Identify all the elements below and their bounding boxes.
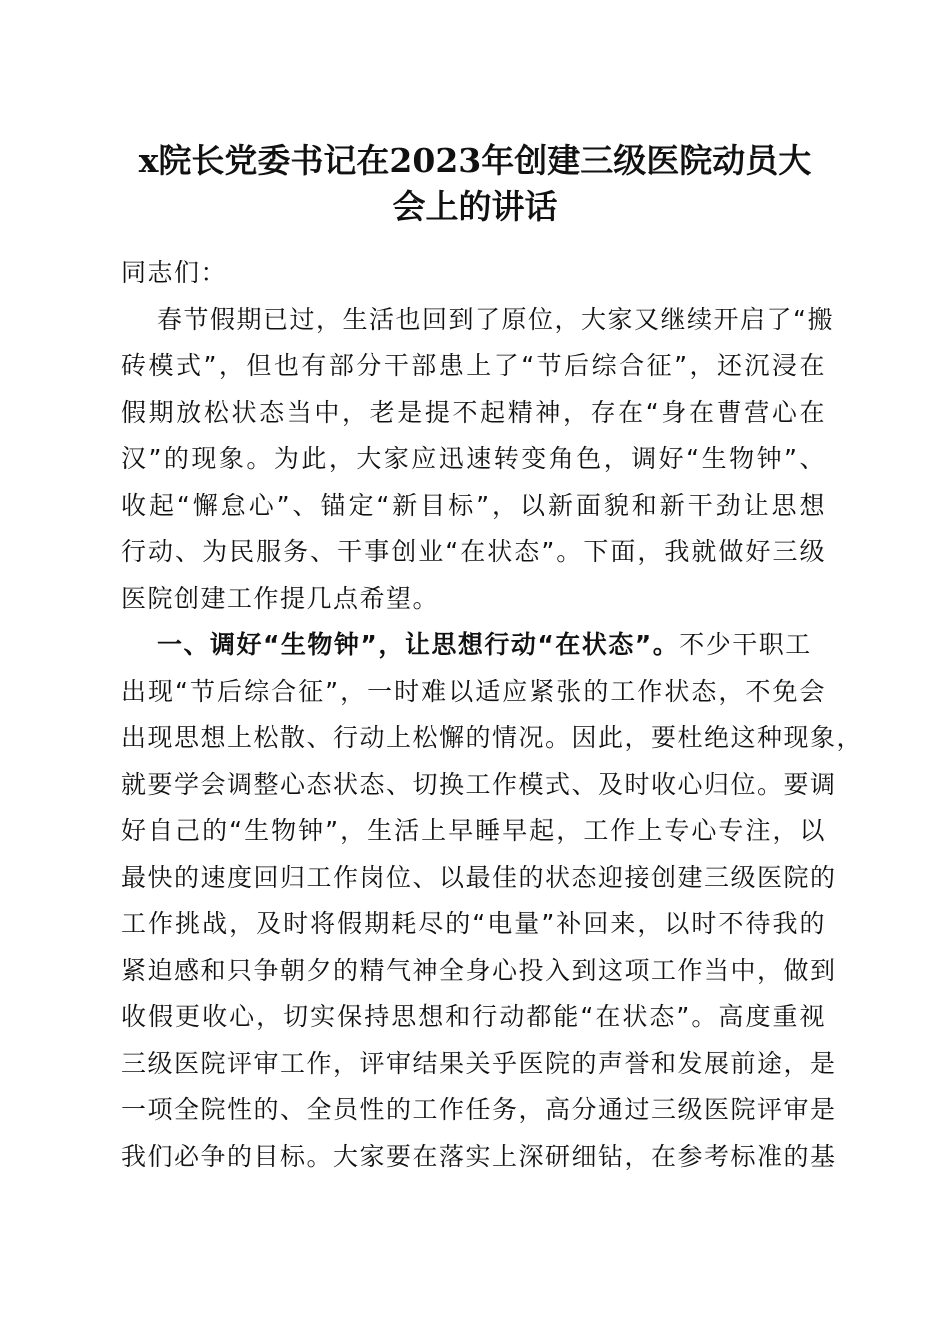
section-1-heading: 一、调好“生物钟”，让思想行动“在状态”。 (157, 630, 680, 659)
section-1-line-10: 三级医院评审工作，评审结果关乎医院的声誉和发展前途，是 (121, 1048, 837, 1078)
section-1-line-5: 好自己的“生物钟”，生活上早睡早起，工作上专心专注，以 (121, 816, 826, 845)
section-1-line-11: 一项全院性的、全员性的工作任务，高分通过三级医院评审是 (121, 1095, 837, 1124)
section-1 (121, 622, 864, 1180)
section-1-first-line (121, 622, 826, 669)
paragraph-1-line-7: 医院创建工作提几点希望。 (121, 583, 440, 613)
paragraph-1 (121, 297, 834, 623)
title-line-2: 会上的讲话 (392, 187, 558, 226)
section-1-line-7: 工作挑战，及时将假期耗尽的“电量”补回来，以时不待我的 (121, 909, 826, 938)
paragraph-1-line-4: 汉”的现象。为此，大家应迅速转变角色，调好“生物钟”、 (121, 444, 826, 473)
section-1-line-9: 收假更收心，切实保持思想和行动都能“在状态”。高度重视 (121, 1002, 826, 1031)
paragraph-1-line-2: 砖模式”，但也有部分干部患上了“节后综合征”，还沉浸在 (121, 351, 826, 380)
title-line-1: x院长党委书记在2023年创建三级医院动员大 (138, 141, 812, 180)
section-1-line-6: 最快的速度回归工作岗位、以最佳的状态迎接创建三级医院的 (121, 862, 837, 892)
section-1-line-4: 就要学会调整心态状态、切换工作模式、及时收心归位。要调 (121, 769, 837, 799)
section-1-line-12: 我们必争的目标。大家要在落实上深研细钻，在参考标准的基 (121, 1141, 837, 1171)
paragraph-1-line-5: 收起“懈怠心”、锚定“新目标”，以新面貌和新干劲让思想 (121, 490, 826, 520)
document-body (121, 250, 864, 1180)
section-1-first-line-tail: 不少干职工 (679, 630, 812, 659)
paragraph-1-line-6: 行动、为民服务、干事创业“在状态”。下面，我就做好三级 (121, 537, 826, 566)
paragraph-1-line-1: 春节假期已过，生活也回到了原位，大家又继续开启了“搬 (157, 304, 834, 334)
paragraph-1-line-3: 假期放松状态当中，老是提不起精神，存在“身在曹营心在 (121, 397, 826, 427)
section-1-line-3: 出现思想上松散、行动上松懈的情况。因此，要杜绝这种现象， (121, 723, 864, 752)
section-1-line-8: 紧迫感和只争朝夕的精气神全身心投入到这项工作当中，做到 (121, 955, 837, 985)
section-1-line-2: 出现“节后综合征”，一时难以适应紧张的工作状态，不免会 (121, 676, 826, 706)
document-title (100, 138, 850, 230)
salutation: 同志们： (121, 258, 228, 287)
